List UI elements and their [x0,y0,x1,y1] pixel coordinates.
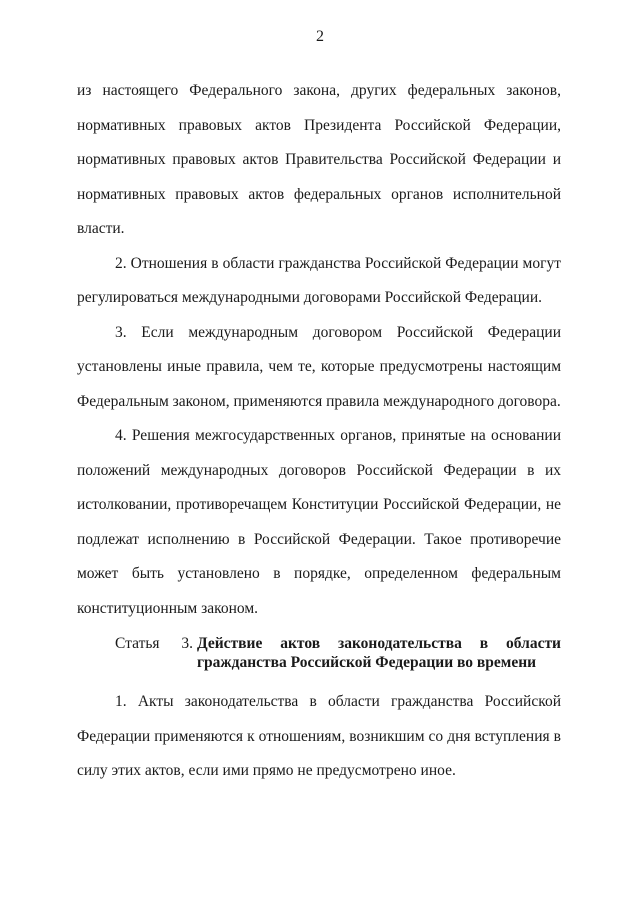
article-label-word: Статья [115,635,160,652]
document-body [77,74,561,789]
article-title-line-2: гражданства Российской Федерации во времени [197,654,537,671]
paragraph-continuation: из настоящего Федерального закона, других федеральных законов, нормативных правовых актов Президента Российской Федерации, нормативных правовых актов Правительства Российской Федерации и нормативных правовых актов федеральных органов исполнительной власти. [77,82,561,237]
page-number: 2 [316,28,324,45]
article-label [115,634,197,672]
article-title [197,634,561,672]
paragraph-clause-2: 2. Отношения в области гражданства Российской Федерации могут регулироваться международными договорами Российской Федерации. [77,254,561,306]
paragraph-article-3-clause-1: 1. Акты законодательства в области гражданства Российской Федерации применяются к отношениям, возникшим со дня вступления в силу этих актов, если ими прямо не предусмотрено иное. [77,693,561,779]
paragraph-clause-4: 4. Решения межгосударственных органов, принятые на основании положений международных договоров Российской Федерации в их истолковании, противоречащем Конституции Российской Федерации, не подлежат исполнению в Российской Федерации. Такое противоречие может быть установлено в порядке, определенном федеральным конституционным законом. [77,427,561,617]
article-title-line-1: Действие актов законодательства в области [197,635,561,652]
paragraph-clause-3: 3. Если международным договором Российской Федерации установлены иные правила, чем те, которые предусмотрены настоящим Федеральным законом, применяются правила международного договора. [77,323,561,410]
article-heading [77,634,561,672]
article-label-number: 3. [181,635,193,652]
